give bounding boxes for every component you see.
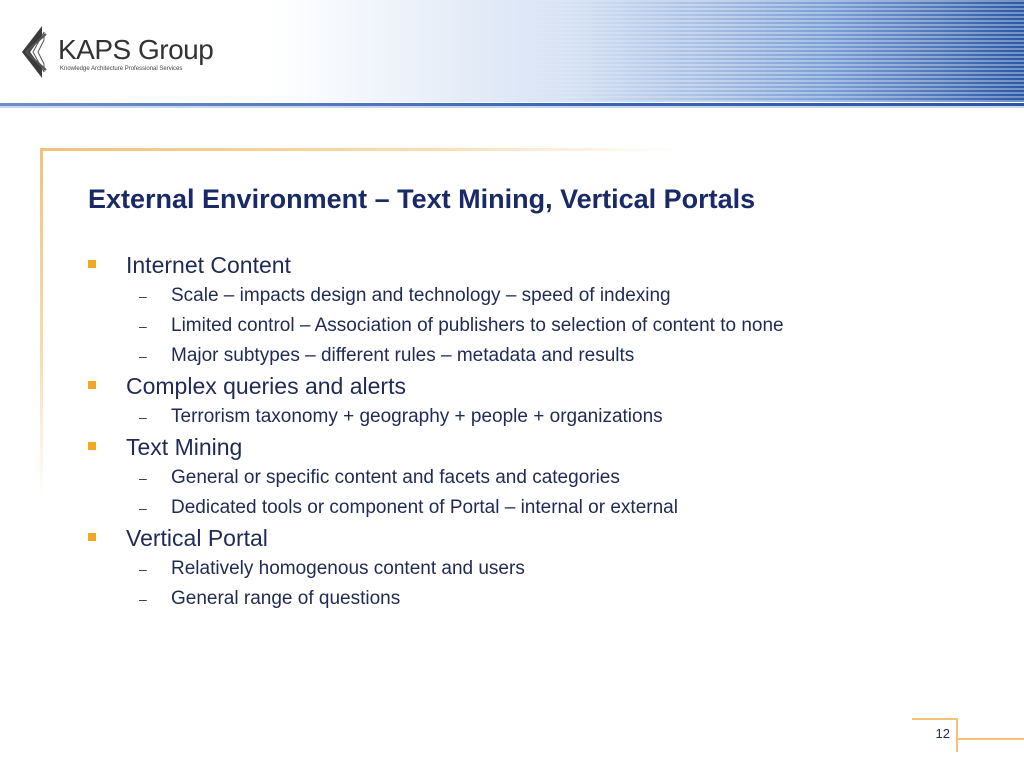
bullet-text: Complex queries and alerts: [126, 373, 406, 399]
square-bullet-icon: [88, 381, 96, 389]
sub-bullet-text: Relatively homogenous content and users: [171, 558, 525, 579]
logo-wordmark: KAPS Group: [58, 34, 214, 65]
sub-bullet-text: Scale – impacts design and technology – speed of indexing: [171, 285, 671, 306]
dash-bullet-icon: –: [139, 348, 147, 364]
bullet-item: [88, 250, 968, 281]
orange-frame-left: [40, 148, 43, 498]
sub-bullet-text: General range of questions: [171, 588, 401, 609]
square-bullet-icon: [88, 260, 96, 268]
square-bullet-icon: [88, 533, 96, 541]
kaps-logo-mark-icon: [20, 24, 60, 80]
bullet-text: Vertical Portal: [126, 525, 268, 551]
page-number: 12: [935, 726, 950, 741]
bullet-text: Internet Content: [126, 252, 291, 278]
square-bullet-icon: [88, 442, 96, 450]
sub-bullet-text: Major subtypes – different rules – metadata and results: [171, 345, 635, 366]
sub-bullet-text: Limited control – Association of publishers to selection of content to none: [171, 315, 784, 336]
sub-bullet-item: [88, 554, 968, 584]
bullet-item: [88, 371, 968, 402]
bullet-item: [88, 432, 968, 463]
dash-bullet-icon: –: [139, 318, 147, 334]
slide-title: External Environment – Text Mining, Vertical Portals: [88, 184, 756, 214]
header-stripes: [500, 0, 1024, 102]
sub-bullet-item: [88, 402, 968, 432]
kaps-logo: [20, 24, 220, 82]
dash-bullet-icon: –: [139, 409, 147, 425]
dash-bullet-icon: –: [139, 591, 147, 607]
sub-bullet-text: Dedicated tools or component of Portal – internal or external: [171, 497, 678, 518]
sub-bullet-text: General or specific content and facets and categories: [171, 467, 620, 488]
orange-frame-top: [40, 148, 680, 151]
sub-bullet-item: [88, 463, 968, 493]
bullet-list: [88, 250, 968, 614]
sub-bullet-item: [88, 493, 968, 523]
bullet-item: [88, 523, 968, 554]
dash-bullet-icon: –: [139, 561, 147, 577]
sub-bullet-item: [88, 281, 968, 311]
bullet-text: Text Mining: [126, 434, 243, 460]
header-band: [0, 0, 1024, 108]
sub-bullet-item: [88, 311, 968, 341]
sub-bullet-item: [88, 584, 968, 614]
logo-tagline: Knowledge Architecture Professional Services: [60, 66, 183, 72]
sub-bullet-item: [88, 341, 968, 371]
dash-bullet-icon: –: [139, 288, 147, 304]
page-number-rule: [958, 738, 1024, 740]
dash-bullet-icon: –: [139, 470, 147, 486]
header-rule-light: [0, 106, 1024, 108]
sub-bullet-text: Terrorism taxonomy + geography + people + organizations: [171, 406, 663, 427]
dash-bullet-icon: –: [139, 500, 147, 516]
